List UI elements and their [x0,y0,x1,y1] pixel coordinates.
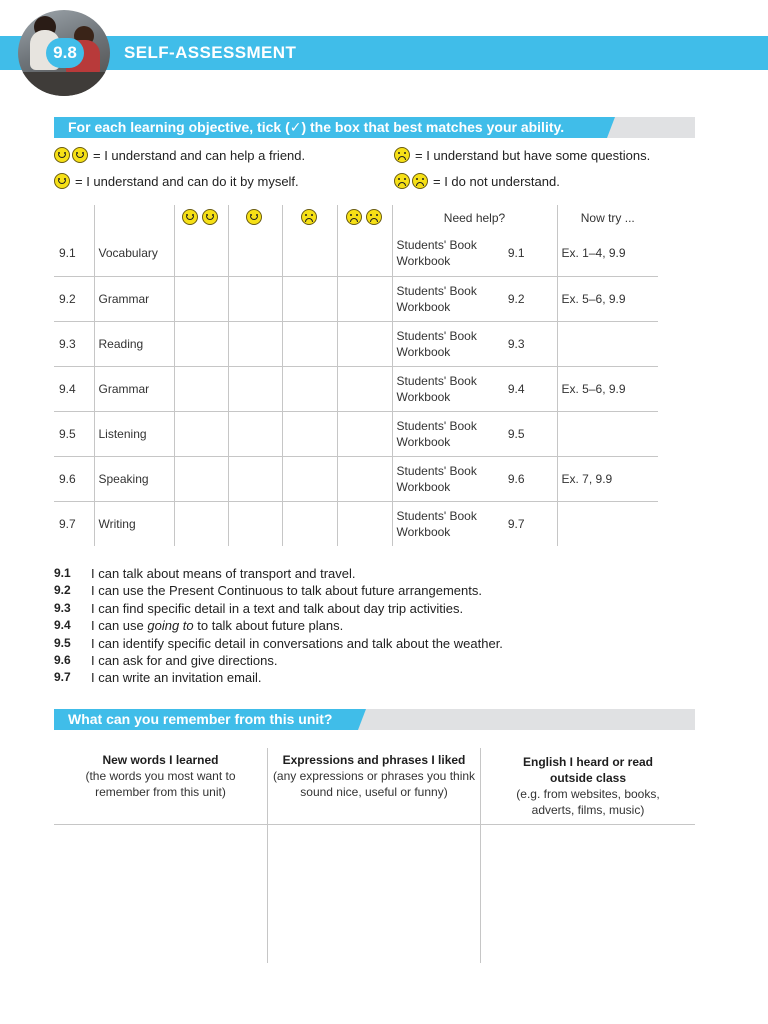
now-try-cell [557,321,658,366]
workbook-label: Workbook [396,389,451,404]
tick-box-do-not-understand[interactable] [337,231,392,276]
tick-box-by-myself[interactable] [228,366,282,411]
remember-banner [54,709,695,730]
happy-face-icon [182,209,198,225]
need-help-cell [392,501,557,546]
divider [54,824,695,825]
legend-item-do-not-understand [394,173,560,189]
happy-face-icon [72,147,88,163]
objective-item: 9.5 I can identify specific detail in conversations and talk about the weather. [54,635,503,651]
row-skill: Reading [94,321,174,366]
legend-text: = I understand and can do it by myself. [75,173,299,189]
table-row [54,231,658,276]
header-bar [0,36,768,70]
header-by-myself [228,205,282,231]
sad-face-icon [346,209,362,225]
happy-face-icon [202,209,218,225]
page-reference: 9.7 [507,516,525,531]
row-skill: Grammar [94,276,174,321]
sad-face-icon [366,209,382,225]
column-expressions: Expressions and phrases I liked (any expressions or phrases you think sound nice, useful or funny) [272,753,476,799]
row-skill: Writing [94,501,174,546]
students-book-label: Students' Book [396,418,477,433]
tick-box-by-myself[interactable] [228,231,282,276]
workbook-label: Workbook [396,254,451,269]
tick-box-some-questions[interactable] [282,366,337,411]
self-assessment-table [54,205,658,546]
need-help-cell [392,456,557,501]
now-try-cell: Ex. 7, 9.9 [557,456,658,501]
row-code: 9.5 [54,411,94,456]
instructions-text: For each learning objective, tick (✓) the box that best matches your ability. [68,119,565,135]
objective-item: 9.7 I can write an invitation email. [54,670,262,686]
happy-face-icon [54,147,70,163]
row-skill: Listening [94,411,174,456]
tick-box-do-not-understand[interactable] [337,411,392,456]
column-english-outside: English I heard or read outside class (e.g. from websites, books, adverts, films, music) [516,755,660,817]
happy-face-icon [54,173,70,189]
need-help-cell [392,411,557,456]
row-code: 9.4 [54,366,94,411]
remember-columns [54,748,695,963]
tick-box-some-questions[interactable] [282,276,337,321]
tick-box-help-friend[interactable] [174,276,228,321]
page-reference: 9.6 [507,471,525,486]
tick-box-by-myself[interactable] [228,501,282,546]
tick-box-help-friend[interactable] [174,231,228,276]
row-code: 9.6 [54,456,94,501]
now-try-cell: Ex. 5–6, 9.9 [557,276,658,321]
table-row [54,456,658,501]
sad-face-icon [394,147,410,163]
tick-box-do-not-understand[interactable] [337,456,392,501]
tick-box-do-not-understand[interactable] [337,366,392,411]
students-book-label: Students' Book [396,373,477,388]
header-need-help: Need help? [392,205,557,231]
tick-box-some-questions[interactable] [282,501,337,546]
workbook-label: Workbook [396,434,451,449]
remember-title: What can you remember from this unit? [68,711,333,727]
sad-face-icon [412,173,428,189]
table-row [54,411,658,456]
workbook-label: Workbook [396,344,451,359]
workbook-label: Workbook [396,479,451,494]
row-code: 9.2 [54,276,94,321]
objective-item: 9.3 I can find specific detail in a text and talk about day trip activities. [54,600,464,616]
objective-item: 9.6 I can ask for and give directions. [54,653,278,669]
column-new-words: New words I learned (the words you most want to remember from this unit) [85,753,236,799]
row-skill: Grammar [94,366,174,411]
now-try-cell: Ex. 5–6, 9.9 [557,366,658,411]
tick-box-help-friend[interactable] [174,411,228,456]
tick-box-by-myself[interactable] [228,321,282,366]
happy-face-icon [246,209,262,225]
students-book-label: Students' Book [396,328,477,343]
tick-box-some-questions[interactable] [282,231,337,276]
tick-box-do-not-understand[interactable] [337,321,392,366]
row-code: 9.3 [54,321,94,366]
objectives-list [54,565,503,687]
header-now-try: Now try ... [557,205,658,231]
need-help-cell [392,366,557,411]
legend-text: = I do not understand. [433,173,560,189]
row-skill: Vocabulary [94,231,174,276]
tick-box-do-not-understand[interactable] [337,276,392,321]
students-book-label: Students' Book [396,283,477,298]
now-try-cell: Ex. 1–4, 9.9 [557,231,658,276]
students-book-label: Students' Book [396,508,477,523]
objective-item: 9.1 I can talk about means of transport and travel. [54,566,356,581]
page-reference: 9.2 [507,291,525,306]
workbook-label: Workbook [396,524,451,539]
tick-box-help-friend[interactable] [174,321,228,366]
instructions-banner [54,117,695,138]
sad-face-icon [301,209,317,225]
tick-box-some-questions[interactable] [282,456,337,501]
tick-box-help-friend[interactable] [174,501,228,546]
tick-box-by-myself[interactable] [228,276,282,321]
table-row [54,501,658,546]
page-reference: 9.1 [507,246,525,261]
row-code: 9.1 [54,231,94,276]
tick-box-do-not-understand[interactable] [337,501,392,546]
table-row [54,366,658,411]
legend-text: = I understand and can help a friend. [93,147,306,163]
table-row [54,276,658,321]
header-some-questions [282,205,337,231]
workbook-label: Workbook [396,299,451,314]
table-row [54,321,658,366]
tick-box-by-myself[interactable] [228,411,282,456]
objective-item: 9.2 I can use the Present Continuous to talk about future arrangements. [54,583,482,599]
students-book-label: Students' Book [396,463,477,478]
tick-box-help-friend[interactable] [174,366,228,411]
tick-box-help-friend[interactable] [174,456,228,501]
header-help-friend [174,205,228,231]
now-try-cell [557,501,658,546]
page-title: SELF-ASSESSMENT [124,43,297,62]
table-header-row [54,205,658,231]
legend-item-some-questions [394,147,650,163]
unit-number-badge: 9.8 [46,38,84,68]
objective-item: 9.4 I can use going to to talk about future plans. [54,618,344,634]
need-help-cell [392,231,557,276]
now-try-cell [557,411,658,456]
need-help-cell [392,276,557,321]
page-reference: 9.3 [507,336,525,351]
legend-text: = I understand but have some questions. [415,147,651,163]
need-help-cell [392,321,557,366]
legend-item-help-friend [54,147,305,163]
row-code: 9.7 [54,501,94,546]
page-reference: 9.5 [507,426,525,441]
header-do-not-understand [337,205,392,231]
page-reference: 9.4 [507,381,525,396]
row-skill: Speaking [94,456,174,501]
legend-item-by-myself [54,173,299,189]
tick-box-by-myself[interactable] [228,456,282,501]
students-book-label: Students' Book [396,238,477,253]
sad-face-icon [394,173,410,189]
tick-box-some-questions[interactable] [282,411,337,456]
tick-box-some-questions[interactable] [282,321,337,366]
